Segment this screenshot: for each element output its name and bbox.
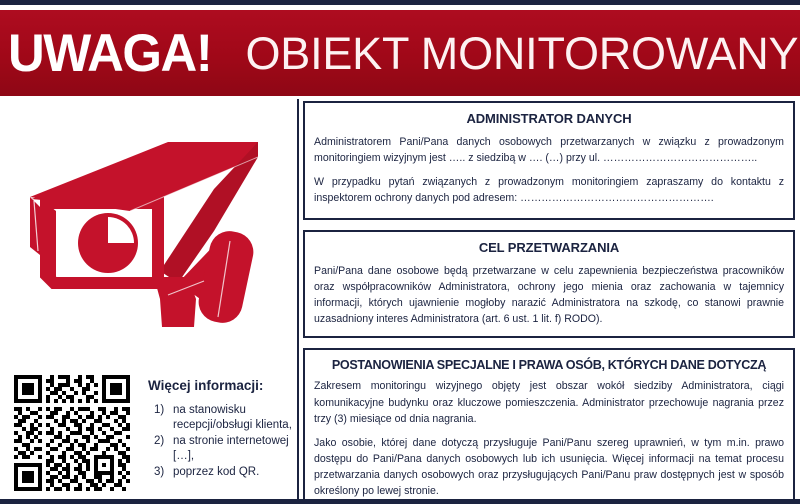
section-title: ADMINISTRATOR DANYCH [466, 111, 632, 126]
more-information-title: Więcej informacji: [148, 378, 264, 393]
left-column [0, 99, 297, 504]
list-item [148, 434, 293, 464]
qr-code [14, 375, 130, 491]
section-cel-przetwarzania [303, 230, 795, 338]
section-postanowienia-specjalne [303, 348, 795, 504]
list-item-number: 2) [154, 434, 165, 447]
section-title: POSTANOWIENIA SPECJALNE I PRAWA OSÓB, KTÓRYCH DANE DOTYCZĄ [331, 358, 767, 372]
column-divider [297, 99, 299, 504]
section-paragraph: Jako osobie, której dane dotyczą przysługuje Pani/Panu szereg uprawnień, w tym m.in. prawo dostępu do Pani/Pana danych osobowych lub ich usunięcia. Więcej informacji na temat procesu przetwarzania danych osobowych oraz przysługujących Pani/Panu praw dostępnych jest w sposób określony po lewej stronie. [314, 436, 784, 498]
section-paragraph: Pani/Pana dane osobowe będą przetwarzane w celu zapewnienia bezpieczeństwa pracowników oraz współpracowników Administratora, ochrony jego mienia oraz zachowania w tajemnicy informacji, których ujawnienie mogłoby narazić Administratora na szkodę, co stanowi prawnie uzasadniony interes Administratora (art. 6 ust. 1 lit. f) RODO). [314, 264, 784, 326]
list-item [148, 403, 293, 433]
poster-header-banner [0, 10, 800, 96]
list-item-label: na stronie internetowej […], [173, 434, 289, 462]
list-item-label: na stanowisku recepcji/obsługi klienta, [173, 403, 292, 431]
list-item-label: poprzez kod QR. [173, 465, 260, 478]
cctv-camera-icon [18, 131, 288, 336]
list-item-number: 3) [154, 465, 165, 478]
section-paragraph: Administratorem Pani/Pana danych osobowych przetwarzanych w związku z prowadzonym monitoringiem wizyjnym jest ….. z siedzibą w …. (…) przy ul. …………………………………….. [314, 135, 784, 165]
list-item [148, 465, 293, 480]
section-administrator-danych [303, 101, 795, 220]
section-paragraph: Zakresem monitoringu wizyjnego objęty jest obszar wokół siedziby Administratora, ciągi komunikacyjne budynku oraz kluczowe pomieszczenia. Administrator przechowuje nagrania przez trzy (3) miesiące od dnia nagrania. [314, 380, 784, 425]
more-information-list [148, 403, 293, 480]
banner-subject-text: OBIEKT MONITOROWANY [245, 27, 799, 79]
more-information-block [148, 379, 293, 481]
section-paragraph: W przypadku pytań związanych z prowadzonym monitoringiem zapraszamy do kontaktu z inspektorem ochrony danych pod adresem: ………………………………………………. [314, 176, 784, 205]
right-column [303, 101, 795, 504]
section-title: CEL PRZETWARZANIA [478, 240, 620, 255]
list-item-number: 1) [154, 403, 165, 416]
banner-attention-text: UWAGA! [7, 23, 211, 83]
